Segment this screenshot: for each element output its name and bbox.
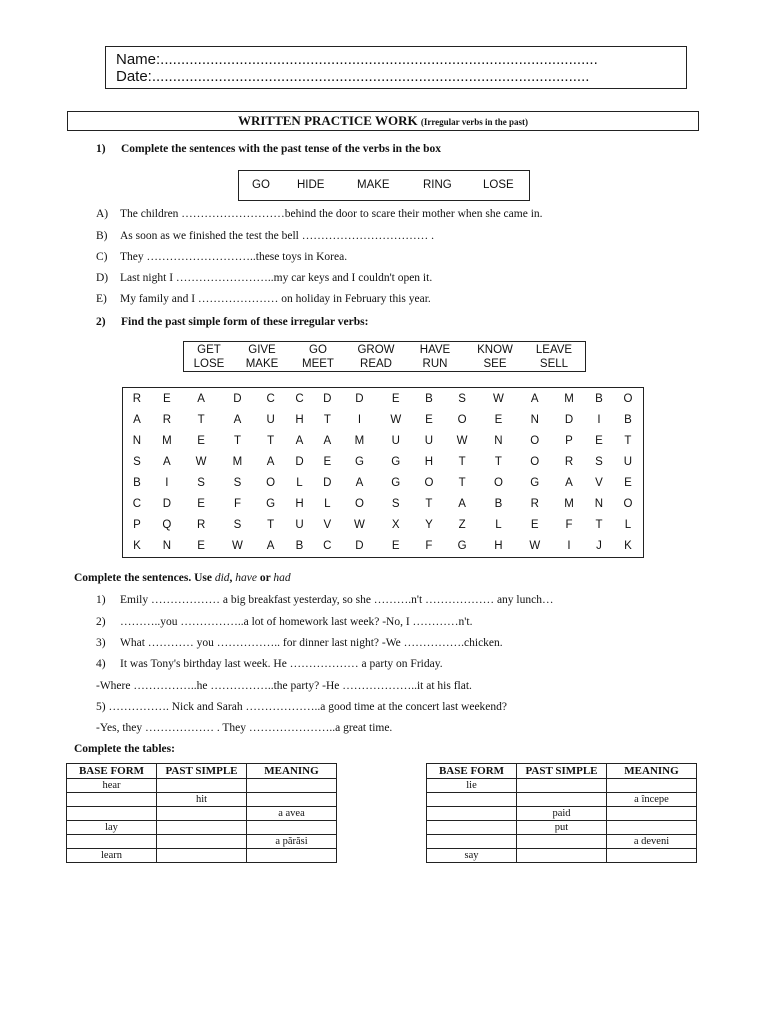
- grid-letter[interactable]: S: [391, 498, 400, 511]
- grid-letter[interactable]: E: [595, 434, 603, 447]
- grid-letter[interactable]: T: [595, 519, 603, 532]
- grid-letter[interactable]: E: [530, 519, 539, 532]
- grid-letter[interactable]: D: [295, 455, 304, 468]
- table-cell[interactable]: learn: [67, 849, 157, 863]
- line-number: 3): [96, 637, 106, 649]
- grid-letter[interactable]: L: [624, 519, 632, 532]
- table-cell[interactable]: [517, 849, 607, 863]
- table-row: [427, 779, 697, 793]
- verb-column: [184, 343, 234, 371]
- grid-letter[interactable]: U: [266, 413, 275, 426]
- sentence-letter: E): [96, 293, 107, 305]
- grid-letter[interactable]: K: [133, 540, 141, 553]
- grid-letter[interactable]: T: [197, 413, 205, 426]
- table-cell[interactable]: lie: [427, 779, 517, 793]
- line-text[interactable]: Emily ……………… a big breakfast yesterday, so she ……….n't ……………… any lunch…: [120, 594, 554, 606]
- grid-letter[interactable]: V: [323, 519, 332, 532]
- grid-letter[interactable]: U: [391, 434, 400, 447]
- grid-row: [123, 536, 643, 557]
- verb-column: [293, 343, 343, 371]
- grid-letter[interactable]: B: [425, 392, 433, 405]
- verb-word: GO: [252, 179, 270, 191]
- grid-letter[interactable]: M: [232, 455, 243, 468]
- grid-letter[interactable]: W: [232, 540, 243, 553]
- grid-letter[interactable]: O: [424, 477, 434, 490]
- line-text[interactable]: 5) ……………. Nick and Sarah ………………..a good time at the concert last weekend?: [96, 701, 508, 713]
- grid-letter[interactable]: G: [391, 455, 401, 468]
- table-cell[interactable]: [427, 807, 517, 821]
- grid-letter[interactable]: C: [295, 392, 304, 405]
- verb-word: HAVE: [419, 344, 451, 356]
- table-row: [427, 821, 697, 835]
- word-or: or: [257, 572, 274, 584]
- line-number: 4): [96, 658, 106, 670]
- verb-column: [529, 343, 579, 371]
- grid-letter[interactable]: O: [457, 413, 467, 426]
- verb-word: GROW: [357, 344, 395, 356]
- grid-letter[interactable]: S: [233, 519, 242, 532]
- grid-letter[interactable]: A: [266, 455, 275, 468]
- grid-letter[interactable]: A: [458, 498, 466, 511]
- table-row: [67, 793, 337, 807]
- grid-letter[interactable]: L: [296, 477, 303, 490]
- grid-letter[interactable]: W: [195, 455, 207, 468]
- grid-letter[interactable]: E: [197, 498, 205, 511]
- table-cell[interactable]: [247, 849, 337, 863]
- grid-letter[interactable]: H: [295, 498, 304, 511]
- grid-letter[interactable]: A: [295, 434, 304, 447]
- header-base-form: BASE FORM: [67, 764, 157, 779]
- word-did: did: [214, 572, 230, 584]
- grid-letter[interactable]: O: [354, 498, 364, 511]
- table-row: [427, 807, 697, 821]
- table-cell[interactable]: [607, 779, 697, 793]
- grid-row: [123, 494, 643, 515]
- grid-letter[interactable]: T: [233, 434, 241, 447]
- grid-letter[interactable]: C: [266, 392, 275, 405]
- verb-word: KNOW: [477, 344, 513, 356]
- table-cell[interactable]: [67, 807, 157, 821]
- grid-letter[interactable]: E: [197, 434, 205, 447]
- grid-letter[interactable]: T: [458, 477, 466, 490]
- verb-word: GET: [197, 344, 221, 356]
- grid-letter[interactable]: M: [564, 498, 574, 511]
- grid-letter[interactable]: G: [266, 498, 276, 511]
- grid-letter[interactable]: F: [565, 519, 573, 532]
- verb-word: LEAVE: [535, 344, 573, 356]
- grid-letter[interactable]: E: [624, 477, 632, 490]
- grid-letter[interactable]: H: [424, 455, 434, 468]
- sentence-letter: B): [96, 230, 108, 242]
- grid-letter[interactable]: E: [494, 413, 503, 426]
- verb-column: [470, 343, 520, 371]
- grid-letter[interactable]: H: [295, 413, 304, 426]
- grid-letter[interactable]: N: [132, 434, 142, 447]
- table-cell[interactable]: paid: [517, 807, 607, 821]
- ex3-line[interactable]: [96, 722, 392, 734]
- grid-letter[interactable]: O: [530, 455, 540, 468]
- table-row: [67, 849, 337, 863]
- grid-letter[interactable]: G: [457, 540, 467, 553]
- grid-letter[interactable]: X: [391, 519, 400, 532]
- grid-letter[interactable]: Z: [458, 519, 466, 532]
- grid-row: [123, 409, 643, 430]
- table-cell[interactable]: [247, 793, 337, 807]
- grid-letter[interactable]: S: [595, 455, 603, 468]
- grid-letter[interactable]: S: [233, 477, 242, 490]
- ex3-heading-text: Complete the sentences. Use: [74, 572, 215, 584]
- verb-column: [410, 343, 460, 371]
- line-number: 2): [96, 616, 106, 628]
- verb-box-2: [183, 341, 586, 372]
- grid-letter[interactable]: D: [355, 392, 364, 405]
- grid-letter[interactable]: N: [162, 540, 172, 553]
- grid-row: [123, 515, 643, 536]
- grid-letter[interactable]: R: [564, 455, 574, 468]
- verb-word: MAKE: [357, 179, 390, 191]
- grid-letter[interactable]: S: [458, 392, 466, 405]
- grid-letter[interactable]: A: [233, 413, 242, 426]
- separator: ,: [229, 572, 236, 584]
- table-cell[interactable]: [157, 821, 247, 835]
- grid-row: [123, 430, 643, 451]
- table-cell[interactable]: [427, 793, 517, 807]
- header-past-simple: PAST SIMPLE: [517, 764, 607, 779]
- grid-letter[interactable]: G: [530, 477, 540, 490]
- grid-letter[interactable]: M: [564, 392, 574, 405]
- ex1-instruction: [96, 143, 696, 157]
- line-text[interactable]: ………..you ……………..a lot of homework last week? -No, I …………n't.: [120, 616, 473, 628]
- table-cell[interactable]: [427, 835, 517, 849]
- grid-letter[interactable]: G: [391, 477, 401, 490]
- grid-letter[interactable]: R: [530, 498, 539, 511]
- grid-letter[interactable]: O: [493, 477, 503, 490]
- table-cell[interactable]: [157, 807, 247, 821]
- grid-letter[interactable]: S: [197, 477, 205, 490]
- grid-letter[interactable]: F: [425, 540, 433, 553]
- table-row: [67, 821, 337, 835]
- line-text[interactable]: What ………… you …………….. for dinner last night? -We …………….chicken.: [120, 637, 503, 649]
- table-row: [67, 779, 337, 793]
- line-text[interactable]: It was Tony's birthday last week. He ……………… a party on Friday.: [120, 658, 443, 670]
- grid-letter[interactable]: S: [133, 455, 141, 468]
- grid-letter[interactable]: G: [354, 455, 364, 468]
- sentence-letter: A): [96, 208, 109, 220]
- grid-letter[interactable]: O: [266, 477, 276, 490]
- grid-letter[interactable]: M: [354, 434, 365, 447]
- sentence-text[interactable]: They ………………………..these toys in Korea.: [120, 251, 348, 263]
- grid-letter[interactable]: N: [530, 413, 539, 426]
- table-row: [427, 793, 697, 807]
- ex1-instruction-text: Complete the sentences with the past tense of the verbs in the box: [121, 143, 442, 155]
- ex3-heading: [74, 572, 291, 584]
- grid-letter[interactable]: T: [323, 413, 331, 426]
- verb-word: RING: [423, 179, 452, 191]
- grid-letter[interactable]: T: [425, 498, 433, 511]
- word-search-grid: [122, 387, 644, 558]
- grid-letter[interactable]: D: [323, 477, 332, 490]
- verb-word: SEE: [483, 358, 507, 370]
- ex2-number: 2): [96, 316, 106, 328]
- grid-letter[interactable]: E: [391, 540, 400, 553]
- sentence-text[interactable]: As soon as we finished the test the bell …………………………… .: [120, 230, 434, 242]
- verb-word: LOSE: [483, 179, 514, 191]
- header-meaning: MEANING: [607, 764, 697, 779]
- table-cell[interactable]: [247, 821, 337, 835]
- grid-letter[interactable]: I: [597, 413, 601, 426]
- table-cell[interactable]: a avea: [247, 807, 337, 821]
- grid-letter[interactable]: N: [594, 498, 604, 511]
- table-cell[interactable]: [157, 849, 247, 863]
- grid-letter[interactable]: N: [494, 434, 503, 447]
- header-past-simple: PAST SIMPLE: [157, 764, 247, 779]
- table-cell[interactable]: [517, 835, 607, 849]
- table-cell[interactable]: [67, 835, 157, 849]
- worksheet-title: [67, 111, 699, 131]
- grid-letter[interactable]: W: [492, 392, 504, 405]
- table-cell[interactable]: [607, 849, 697, 863]
- sentence-text[interactable]: Last night I ……………………..my car keys and I couldn't open it.: [120, 272, 433, 284]
- grid-row: [123, 388, 643, 409]
- grid-letter[interactable]: B: [624, 413, 632, 426]
- grid-letter[interactable]: E: [197, 540, 205, 553]
- grid-letter[interactable]: D: [162, 498, 172, 511]
- grid-letter[interactable]: L: [324, 498, 331, 511]
- table-cell[interactable]: a deveni: [607, 835, 697, 849]
- verb-table-right: [426, 763, 697, 863]
- grid-letter[interactable]: A: [355, 477, 364, 490]
- grid-letter[interactable]: P: [133, 519, 141, 532]
- table-cell[interactable]: [157, 835, 247, 849]
- grid-letter[interactable]: O: [623, 392, 633, 405]
- grid-letter[interactable]: J: [596, 540, 602, 553]
- grid-letter[interactable]: U: [623, 455, 633, 468]
- grid-letter[interactable]: L: [495, 519, 502, 532]
- table-cell[interactable]: say: [427, 849, 517, 863]
- table-cell[interactable]: a părăsi: [247, 835, 337, 849]
- grid-letter[interactable]: E: [425, 413, 433, 426]
- grid-letter[interactable]: A: [197, 392, 205, 405]
- grid-letter[interactable]: O: [530, 434, 540, 447]
- grid-letter[interactable]: R: [162, 413, 172, 426]
- grid-letter[interactable]: I: [567, 540, 571, 553]
- grid-letter[interactable]: W: [390, 413, 402, 426]
- grid-letter[interactable]: R: [132, 392, 142, 405]
- grid-letter[interactable]: K: [624, 540, 632, 553]
- name-field[interactable]: Name:.........................................................................................................: [116, 51, 598, 68]
- grid-letter[interactable]: B: [494, 498, 503, 511]
- grid-letter[interactable]: A: [323, 434, 332, 447]
- grid-letter[interactable]: B: [595, 392, 603, 405]
- verb-word: MEET: [302, 358, 334, 370]
- table-cell[interactable]: [517, 779, 607, 793]
- grid-letter[interactable]: E: [163, 392, 171, 405]
- grid-letter[interactable]: T: [494, 455, 502, 468]
- verb-word: HIDE: [297, 179, 325, 191]
- table-cell[interactable]: [607, 821, 697, 835]
- sentence-text[interactable]: The children ………………………behind the door to scare their mother when she came in.: [120, 208, 543, 220]
- verb-column: [351, 343, 401, 371]
- word-have: have: [235, 572, 258, 584]
- grid-letter[interactable]: I: [357, 413, 362, 426]
- word-had: had: [273, 572, 291, 584]
- grid-letter[interactable]: Y: [425, 519, 433, 532]
- table-cell[interactable]: [427, 821, 517, 835]
- table-cell[interactable]: lay: [67, 821, 157, 835]
- grid-letter[interactable]: E: [323, 455, 332, 468]
- grid-letter[interactable]: D: [323, 392, 332, 405]
- header-meaning: MEANING: [247, 764, 337, 779]
- table-cell[interactable]: [517, 793, 607, 807]
- grid-letter[interactable]: M: [162, 434, 172, 447]
- grid-letter[interactable]: T: [458, 455, 466, 468]
- grid-letter[interactable]: T: [267, 434, 275, 447]
- grid-letter[interactable]: B: [295, 540, 304, 553]
- grid-letter[interactable]: U: [295, 519, 304, 532]
- grid-letter[interactable]: A: [163, 455, 171, 468]
- sentence-letter: D): [96, 272, 109, 284]
- grid-letter[interactable]: E: [391, 392, 400, 405]
- verb-word: LOSE: [193, 358, 225, 370]
- verb-word: GO: [309, 344, 327, 356]
- table-row: [67, 807, 337, 821]
- date-field[interactable]: Date:.........................................................................................................: [116, 68, 590, 85]
- grid-letter[interactable]: P: [565, 434, 573, 447]
- table-cell[interactable]: hit: [157, 793, 247, 807]
- grid-letter[interactable]: W: [353, 519, 365, 532]
- table-cell[interactable]: [157, 779, 247, 793]
- verb-word: GIVE: [248, 344, 276, 356]
- grid-letter[interactable]: B: [133, 477, 141, 490]
- grid-letter[interactable]: T: [267, 519, 275, 532]
- grid-letter[interactable]: A: [530, 392, 539, 405]
- grid-letter[interactable]: D: [233, 392, 242, 405]
- grid-letter[interactable]: D: [564, 413, 574, 426]
- ex2-instruction-text: Find the past simple form of these irregular verbs:: [121, 316, 369, 328]
- table-cell[interactable]: [607, 807, 697, 821]
- table-cell[interactable]: [67, 793, 157, 807]
- grid-letter[interactable]: A: [565, 477, 573, 490]
- sentence-text[interactable]: My family and I ………………… on holiday in February this year.: [120, 293, 431, 305]
- grid-letter[interactable]: A: [266, 540, 275, 553]
- title-subtitle: (Irregular verbs in the past): [420, 117, 529, 127]
- grid-row: [123, 451, 643, 472]
- grid-letter[interactable]: R: [196, 519, 206, 532]
- grid-letter[interactable]: C: [323, 540, 332, 553]
- header-base-form: BASE FORM: [427, 764, 517, 779]
- verb-word: SELL: [539, 358, 569, 370]
- grid-letter[interactable]: O: [623, 498, 633, 511]
- grid-letter[interactable]: A: [133, 413, 141, 426]
- table-row: [67, 835, 337, 849]
- grid-row: [123, 473, 643, 494]
- grid-letter[interactable]: W: [456, 434, 468, 447]
- ex2-instruction: [96, 316, 696, 330]
- grid-letter[interactable]: T: [624, 434, 632, 447]
- grid-letter[interactable]: Q: [162, 519, 172, 532]
- ex4-heading: Complete the tables:: [74, 743, 175, 755]
- verb-word: MAKE: [245, 358, 279, 370]
- name-date-box: [105, 46, 687, 89]
- grid-letter[interactable]: U: [424, 434, 434, 447]
- table-cell[interactable]: put: [517, 821, 607, 835]
- table-cell[interactable]: hear: [67, 779, 157, 793]
- grid-letter[interactable]: I: [165, 477, 169, 490]
- ex3-line[interactable]: [96, 680, 472, 692]
- ex3-line[interactable]: [96, 701, 507, 713]
- line-text[interactable]: -Where ……………..he ……………..the party? -He ………………..it at his flat.: [96, 680, 472, 692]
- ex1-number: 1): [96, 143, 106, 155]
- grid-letter[interactable]: C: [132, 498, 142, 511]
- grid-letter[interactable]: D: [355, 540, 364, 553]
- grid-letter[interactable]: W: [529, 540, 541, 553]
- table-row: [427, 835, 697, 849]
- table-cell[interactable]: a începe: [607, 793, 697, 807]
- line-number: 1): [96, 594, 106, 606]
- verb-table-left: [66, 763, 337, 863]
- grid-letter[interactable]: F: [233, 498, 241, 511]
- verb-word: RUN: [422, 358, 448, 370]
- sentence-letter: C): [96, 251, 108, 263]
- table-row: [427, 849, 697, 863]
- title-text: WRITTEN PRACTICE WORK: [237, 113, 418, 128]
- verb-box-1: [238, 170, 530, 201]
- line-text[interactable]: -Yes, they ……………… . They …………………..a great time.: [96, 722, 393, 734]
- grid-letter[interactable]: V: [595, 477, 603, 490]
- verb-word: READ: [360, 358, 392, 370]
- grid-letter[interactable]: H: [494, 540, 503, 553]
- verb-column: [237, 343, 287, 371]
- table-cell[interactable]: [247, 779, 337, 793]
